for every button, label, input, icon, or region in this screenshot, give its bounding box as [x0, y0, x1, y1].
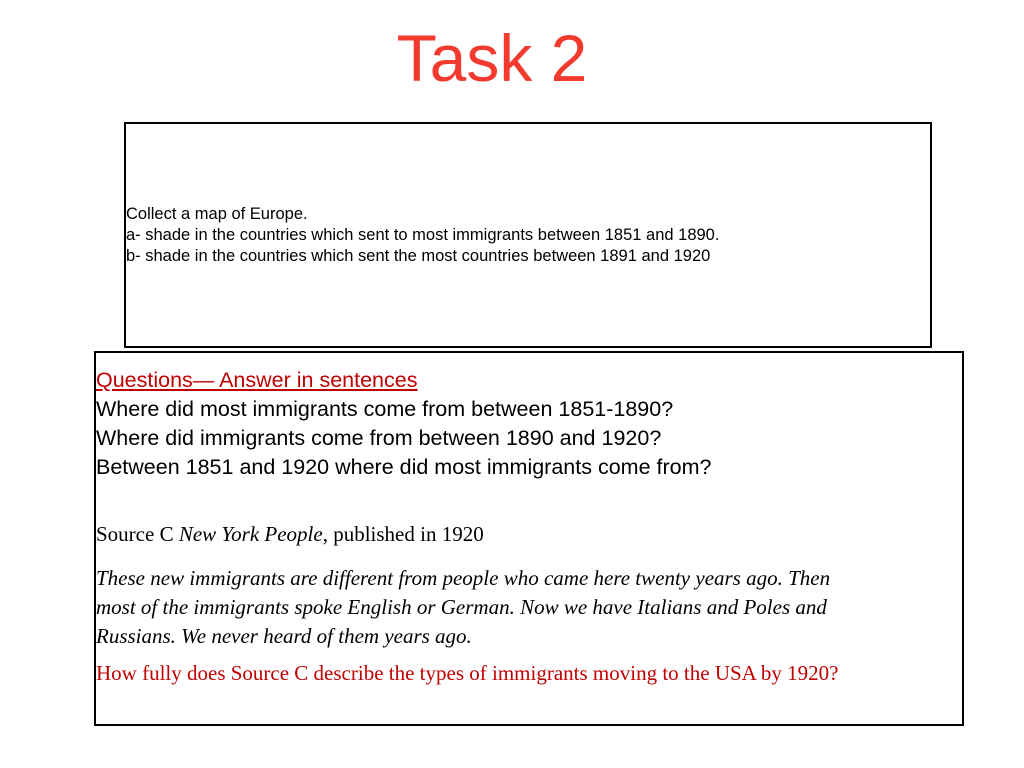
- source-heading: [96, 521, 484, 547]
- source-quote-line: These new immigrants are different from people who came here twenty years ago. Then: [96, 566, 831, 590]
- questions-list: [96, 366, 711, 482]
- questions-box: [94, 351, 964, 726]
- task-line: b- shade in the countries which sent the most countries between 1891 and 1920: [126, 247, 711, 265]
- task-instructions: [126, 204, 719, 267]
- source-quote: [96, 564, 962, 651]
- source-quote-line: Russians. We never heard of them years ago.: [96, 624, 472, 648]
- task-line: Collect a map of Europe.: [126, 205, 308, 223]
- source-published: , published in 1920: [322, 522, 484, 546]
- question-item: Where did immigrants come from between 1890 and 1920?: [96, 426, 662, 450]
- question-item: Between 1851 and 1920 where did most immigrants come from?: [96, 455, 712, 479]
- source-quote-line: most of the immigrants spoke English or German. Now we have Italians and Poles and: [96, 595, 827, 619]
- source-book-title: New York People: [178, 522, 323, 546]
- task-instructions-box: [124, 122, 932, 348]
- question-item: Where did most immigrants come from between 1851-1890?: [96, 397, 674, 421]
- source-question: How fully does Source C describe the types of immigrants moving to the USA by 1920?: [96, 661, 839, 685]
- questions-heading: Questions— Answer in sentences: [96, 368, 418, 392]
- page-title: Task 2: [396, 21, 588, 95]
- source-label: Source C: [96, 522, 179, 546]
- task-line: a- shade in the countries which sent to most immigrants between 1851 and 1890.: [126, 226, 720, 244]
